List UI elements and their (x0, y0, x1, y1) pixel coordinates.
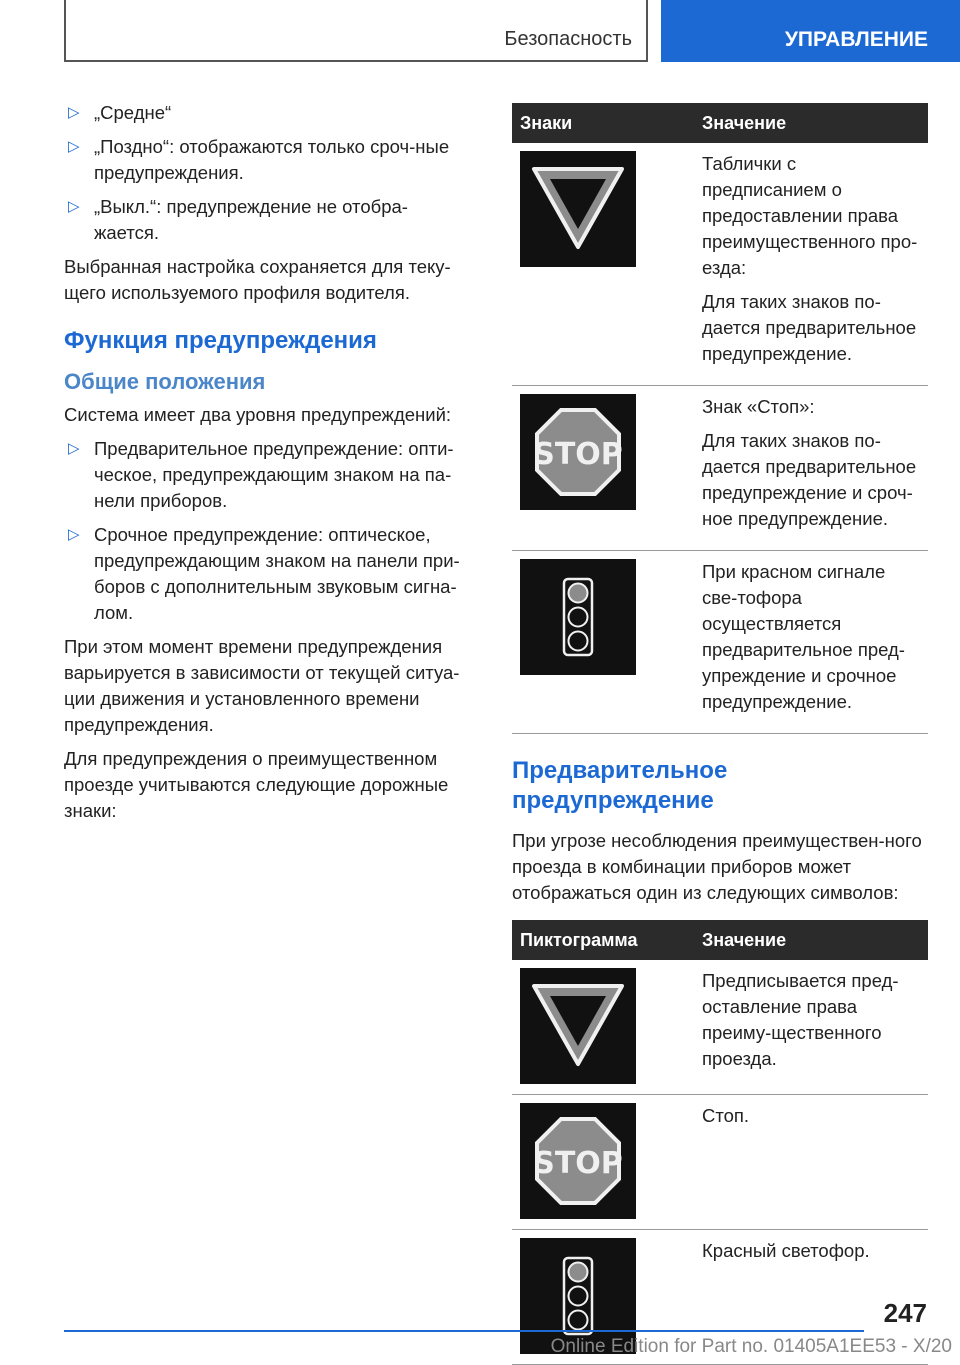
table-row (512, 386, 928, 551)
stop-sign-icon (520, 1103, 636, 1219)
sign-image-cell (512, 551, 694, 734)
meaning-cell (694, 960, 928, 1095)
list-item-text: Срочное предупреждение: оптическое, предупреждающим знаком на панели при-боров с дополнительным звуковым сигна-лом. (94, 524, 460, 623)
warning-time-options (64, 100, 468, 246)
meaning-cell (694, 1095, 928, 1230)
list-item (64, 100, 468, 126)
page-header (0, 0, 960, 70)
paragraph: При угрозе несоблюдения преимуществен-ного проезда в комбинации приборов может отображаться один из следующих символов: (512, 830, 922, 903)
paragraph: Выбранная настройка сохраняется для теку-щего используемого профиля водителя. (64, 256, 451, 303)
triangle-bullet-icon: ▷ (68, 104, 80, 121)
traffic-signs-table (512, 103, 928, 734)
stop-sign-icon (520, 394, 636, 510)
stop-sign-text: STOP (533, 437, 623, 472)
paragraph: Система имеет два уровня предупреждений: (64, 404, 452, 425)
header-chapter-tab (661, 0, 960, 62)
triangle-bullet-icon: ▷ (68, 440, 80, 457)
column-header-signs: Знаки (512, 103, 694, 143)
meaning-text: Для таких знаков по-дается предварительное предупреждение и сроч-ное предупреждение. (702, 430, 917, 529)
list-item (64, 134, 468, 186)
column-header-meaning: Значение (694, 103, 928, 143)
right-column (512, 103, 928, 1365)
meaning-text: Знак «Стоп»: (702, 396, 815, 417)
meaning-text: При красном сигнале све-тофора осуществляется предварительное пред-упреждение и срочное предупреждение. (702, 561, 905, 712)
page-number: 247 (883, 1298, 927, 1328)
stop-sign-text: STOP (533, 1146, 623, 1181)
list-item-text: „Поздно“: отображаются только сроч-ные предупреждения. (94, 136, 450, 183)
list-item-text: „Средне“ (94, 102, 172, 123)
warning-levels-list (64, 436, 468, 626)
footer-edition-text: Online Edition for Part no. 01405A1EE53 - X/20 (550, 1336, 952, 1357)
header-chapter-title: УПРАВЛЕНИЕ (784, 28, 928, 51)
subsection-heading: Общие положения (64, 369, 266, 394)
meaning-cell (694, 551, 928, 734)
table-header-row (512, 103, 928, 143)
pictogram-image-cell (512, 1095, 694, 1230)
meaning-text: Для таких знаков по-дается предварительное предупреждение. (702, 291, 917, 364)
yield-sign-icon (520, 151, 636, 267)
table-header-row (512, 920, 928, 960)
list-item-text: „Выкл.“: предупреждение не отобра-жается. (94, 196, 408, 243)
paragraph: При этом момент времени предупреждения варьируется в зависимости от текущей ситуа-ции движения и установленного времени предупреждения. (64, 636, 460, 735)
footer-divider (64, 1330, 864, 1332)
meaning-cell (694, 386, 928, 551)
section-heading: Предварительное предупреждение (512, 757, 728, 814)
traffic-light-icon (520, 559, 636, 675)
section-heading: Функция предупреждения (64, 327, 377, 354)
meaning-cell (694, 143, 928, 386)
header-section-title: Безопасность (504, 28, 632, 50)
table-row (512, 1095, 928, 1230)
list-item-text: Предварительное предупреждение: опти-ческое, предупреждающим знаком на па-нели приборов. (94, 438, 454, 511)
list-item (64, 194, 468, 246)
left-column (64, 100, 468, 832)
meaning-text: Таблички с предписанием о предоставлении права преимущественного про-езда: (702, 153, 918, 278)
table-row (512, 143, 928, 386)
list-item (64, 436, 468, 514)
list-item (64, 522, 468, 626)
triangle-bullet-icon: ▷ (68, 526, 80, 543)
sign-image-cell (512, 143, 694, 386)
meaning-text: Предписывается пред-оставление права преиму-щественного проезда. (702, 970, 899, 1069)
column-header-meaning: Значение (694, 920, 928, 960)
header-section-box (64, 0, 648, 62)
table-row (512, 551, 928, 734)
triangle-bullet-icon: ▷ (68, 138, 80, 155)
meaning-text: Красный светофор. (702, 1240, 870, 1261)
yield-sign-icon (520, 968, 636, 1084)
sign-image-cell (512, 386, 694, 551)
paragraph: Для предупреждения о преимущественном проезде учитываются следующие дорожные знаки: (64, 748, 449, 821)
pictogram-image-cell (512, 960, 694, 1095)
column-header-pictogram: Пиктограмма (512, 920, 694, 960)
table-row (512, 960, 928, 1095)
triangle-bullet-icon: ▷ (68, 198, 80, 215)
pictogram-table (512, 920, 928, 1365)
meaning-text: Стоп. (702, 1105, 750, 1126)
